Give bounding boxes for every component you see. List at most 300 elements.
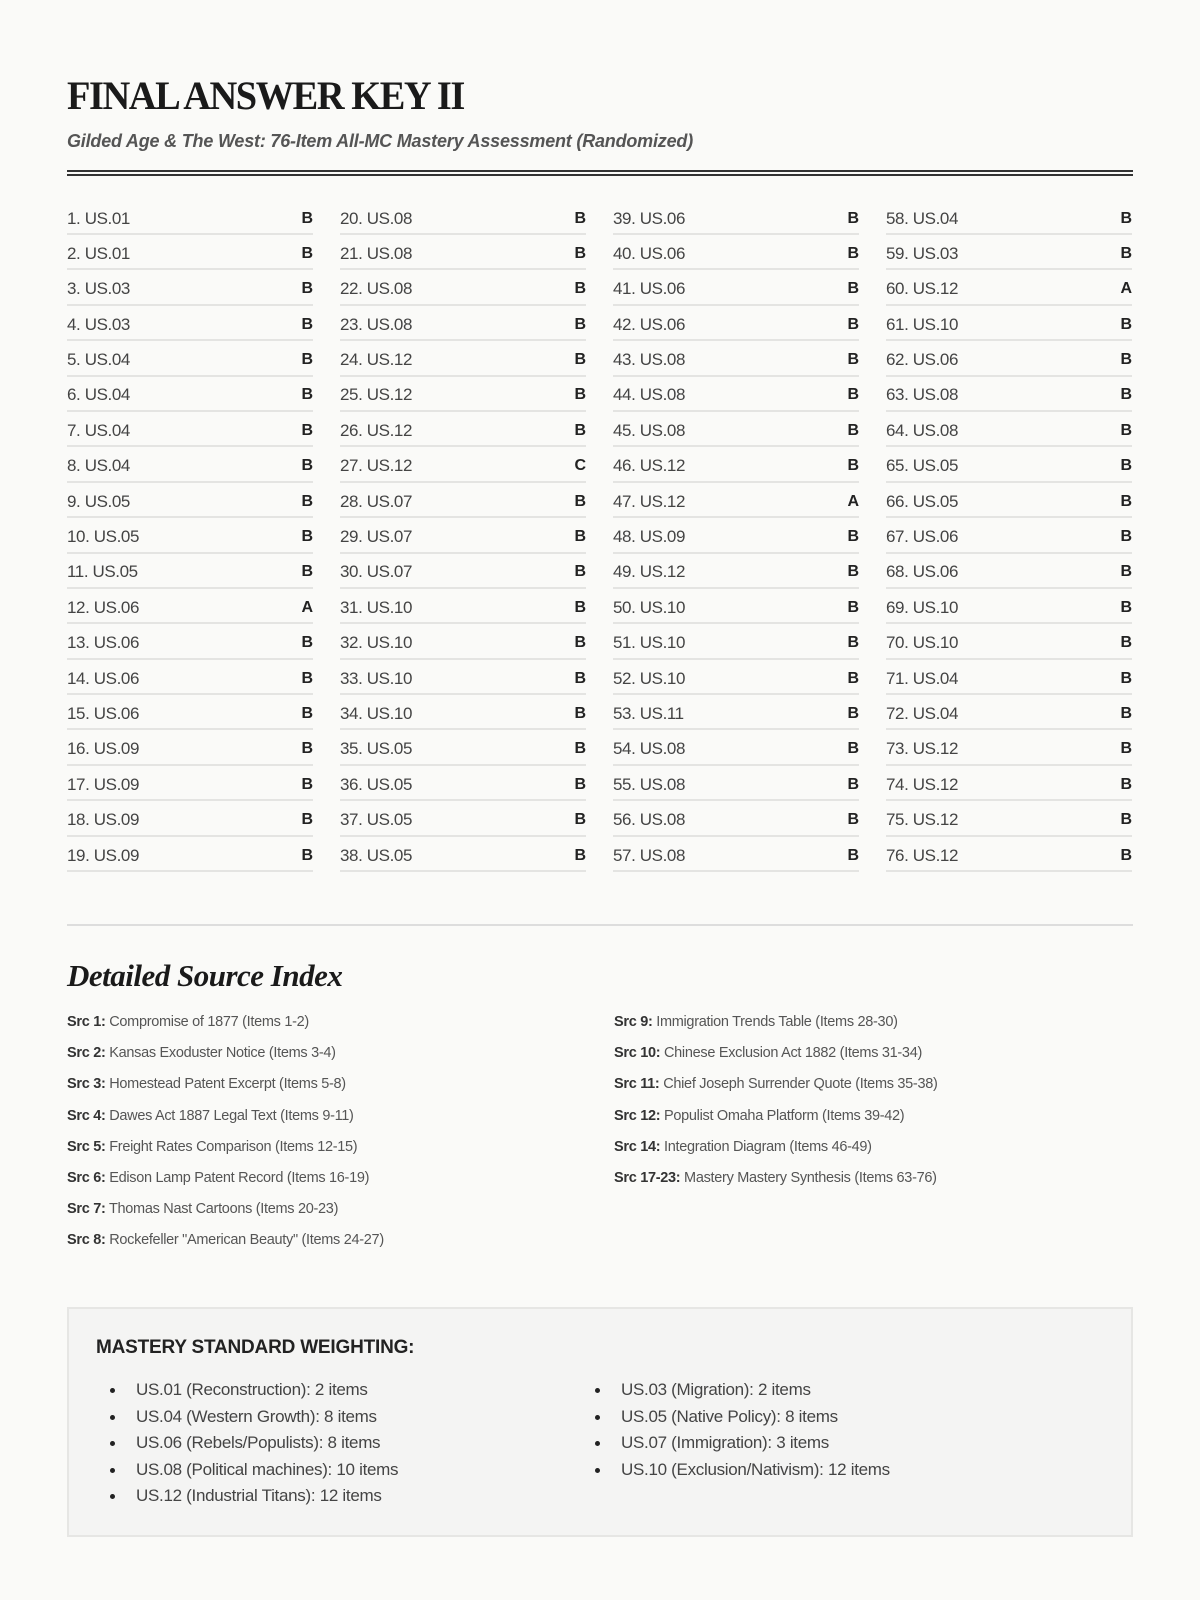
question-standard: 76. US.12 <box>886 845 959 865</box>
bullet-icon <box>110 1494 115 1499</box>
question-standard: 72. US.04 <box>886 703 959 723</box>
source-item <box>67 1104 614 1135</box>
answer-letter: B <box>301 386 313 404</box>
answer-row <box>67 591 313 624</box>
question-standard: 3. US.03 <box>67 279 130 299</box>
answer-letter: B <box>301 421 313 439</box>
weighting-text: US.07 (Immigration): 3 items <box>621 1433 829 1452</box>
source-description: Mastery Mastery Synthesis (Items 63-76) <box>680 1169 937 1186</box>
answer-letter: B <box>847 775 859 793</box>
answer-letter: B <box>301 351 313 369</box>
answer-row <box>340 450 586 483</box>
question-standard: 26. US.12 <box>340 420 413 440</box>
answer-key-column-3 <box>613 202 859 874</box>
answer-letter: B <box>1120 740 1132 758</box>
answer-row <box>613 450 859 483</box>
answer-letter: B <box>847 280 859 298</box>
question-standard: 7. US.04 <box>67 420 130 440</box>
answer-letter: B <box>574 280 586 298</box>
source-item <box>67 1197 614 1228</box>
answer-letter: B <box>301 528 313 546</box>
question-standard: 32. US.10 <box>340 633 413 653</box>
mastery-weighting-columns <box>96 1377 1106 1510</box>
answer-letter: B <box>301 775 313 793</box>
source-description: Immigration Trends Table (Items 28-30) <box>652 1014 898 1030</box>
source-description: Homestead Patent Excerpt (Items 5-8) <box>105 1076 346 1093</box>
answer-letter: B <box>301 669 313 687</box>
answer-row <box>340 662 586 695</box>
question-standard: 55. US.08 <box>613 774 686 794</box>
question-standard: 40. US.06 <box>613 243 686 263</box>
answer-letter: B <box>1120 846 1132 864</box>
answer-letter: B <box>574 563 586 581</box>
answer-letter: B <box>1120 634 1132 652</box>
answer-letter: B <box>847 244 859 262</box>
source-description: Freight Rates Comparison (Items 12-15) <box>105 1138 358 1155</box>
question-standard: 66. US.05 <box>886 491 959 511</box>
answer-row <box>67 521 313 554</box>
question-standard: 57. US.08 <box>613 845 686 865</box>
source-index-title: Detailed Source Index <box>67 958 343 993</box>
answer-letter: B <box>574 315 586 333</box>
weighting-item <box>96 1483 581 1510</box>
source-item <box>614 1072 1133 1103</box>
answer-letter: B <box>574 351 586 369</box>
answer-letter: A <box>301 598 313 616</box>
question-standard: 69. US.10 <box>886 597 959 617</box>
answer-row <box>67 202 313 235</box>
answer-row <box>67 273 313 306</box>
question-standard: 17. US.09 <box>67 774 140 794</box>
answer-letter: B <box>1120 563 1132 581</box>
source-label: Src 3: <box>67 1076 106 1093</box>
question-standard: 46. US.12 <box>613 456 686 476</box>
source-label: Src 17-23: <box>614 1169 681 1186</box>
answer-row <box>886 344 1132 377</box>
answer-row <box>886 414 1132 447</box>
source-item <box>614 1166 1133 1197</box>
question-standard: 71. US.04 <box>886 668 959 688</box>
answer-row <box>613 308 859 341</box>
question-standard: 63. US.08 <box>886 385 959 405</box>
answer-row <box>67 379 313 412</box>
question-standard: 11. US.05 <box>67 562 138 582</box>
question-standard: 62. US.06 <box>886 350 959 370</box>
source-description: Thomas Nast Cartoons (Items 20-23) <box>105 1201 339 1218</box>
answer-letter: A <box>1120 280 1132 298</box>
answer-letter: B <box>847 563 859 581</box>
answer-row <box>340 556 586 589</box>
answer-letter: B <box>301 244 313 262</box>
page-subtitle: Gilded Age & The West: 76-Item All-MC Mastery Assessment (Randomized) <box>67 131 693 151</box>
answer-row <box>613 273 859 306</box>
answer-row <box>67 556 313 589</box>
source-index <box>67 1010 1133 1260</box>
answer-letter: B <box>574 492 586 510</box>
weighting-item <box>96 1404 581 1431</box>
source-description: Chief Joseph Surrender Quote (Items 35-38) <box>659 1076 938 1093</box>
answer-letter: B <box>847 740 859 758</box>
answer-letter: B <box>574 811 586 829</box>
answer-letter: B <box>574 209 586 227</box>
question-standard: 64. US.08 <box>886 420 959 440</box>
source-description: Edison Lamp Patent Record (Items 16-19) <box>105 1169 370 1186</box>
answer-row <box>340 308 586 341</box>
source-label: Src 6: <box>67 1169 106 1186</box>
source-description: Dawes Act 1887 Legal Text (Items 9-11) <box>105 1107 354 1124</box>
mastery-weighting-box <box>67 1307 1133 1537</box>
answer-row <box>886 308 1132 341</box>
answer-letter: B <box>1120 209 1132 227</box>
question-standard: 28. US.07 <box>340 491 413 511</box>
answer-letter: B <box>574 669 586 687</box>
question-standard: 48. US.09 <box>613 527 686 547</box>
source-label: Src 1: <box>67 1014 106 1030</box>
answer-row <box>67 768 313 801</box>
answer-row <box>67 804 313 837</box>
question-standard: 27. US.12 <box>340 456 413 476</box>
question-standard: 1. US.01 <box>67 208 130 228</box>
question-standard: 24. US.12 <box>340 350 413 370</box>
answer-row <box>67 485 313 518</box>
question-standard: 4. US.03 <box>67 314 130 334</box>
question-standard: 49. US.12 <box>613 562 686 582</box>
answer-letter: B <box>301 563 313 581</box>
question-standard: 31. US.10 <box>340 597 413 617</box>
question-standard: 25. US.12 <box>340 385 413 405</box>
question-standard: 74. US.12 <box>886 774 959 794</box>
question-standard: 60. US.12 <box>886 279 959 299</box>
question-standard: 70. US.10 <box>886 633 959 653</box>
question-standard: 2. US.01 <box>67 243 130 263</box>
question-standard: 47. US.12 <box>613 491 686 511</box>
answer-row <box>340 697 586 730</box>
answer-letter: B <box>1120 669 1132 687</box>
question-standard: 8. US.04 <box>67 456 130 476</box>
answer-letter: B <box>1120 811 1132 829</box>
answer-row <box>613 379 859 412</box>
answer-letter: B <box>847 386 859 404</box>
source-description: Compromise of 1877 (Items 1-2) <box>105 1014 309 1030</box>
weighting-text: US.10 (Exclusion/Nativism): 12 items <box>621 1459 890 1479</box>
answer-letter: B <box>847 315 859 333</box>
source-label: Src 12: <box>614 1107 661 1124</box>
answer-letter: B <box>574 598 586 616</box>
weighting-item <box>581 1404 1081 1431</box>
answer-key-grid <box>67 202 1133 874</box>
bullet-icon <box>595 1388 600 1393</box>
source-index-right-column <box>614 1010 1133 1260</box>
answer-letter: B <box>301 740 313 758</box>
source-description: Kansas Exoduster Notice (Items 3-4) <box>105 1045 336 1062</box>
source-label: Src 10: <box>614 1045 661 1062</box>
bullet-icon <box>595 1441 600 1446</box>
answer-row <box>67 839 313 872</box>
answer-row <box>613 414 859 447</box>
answer-row <box>886 485 1132 518</box>
answer-letter: B <box>574 775 586 793</box>
answer-row <box>613 627 859 660</box>
answer-letter: B <box>847 669 859 687</box>
question-standard: 29. US.07 <box>340 527 413 547</box>
mastery-weighting-left-list <box>96 1377 581 1510</box>
question-standard: 42. US.06 <box>613 314 686 334</box>
answer-row <box>613 733 859 766</box>
answer-row <box>340 273 586 306</box>
answer-row <box>67 237 313 270</box>
source-item <box>67 1072 614 1103</box>
answer-letter: B <box>847 634 859 652</box>
source-item <box>614 1104 1133 1135</box>
answer-row <box>67 733 313 766</box>
answer-letter: B <box>847 351 859 369</box>
answer-letter: B <box>301 280 313 298</box>
answer-row <box>886 662 1132 695</box>
question-standard: 45. US.08 <box>613 420 686 440</box>
answer-key-column-2 <box>340 202 586 874</box>
bullet-icon <box>595 1415 600 1420</box>
source-description: Rockefeller "American Beauty" (Items 24-27) <box>105 1232 384 1249</box>
source-label: Src 11: <box>614 1076 660 1093</box>
question-standard: 43. US.08 <box>613 350 686 370</box>
question-standard: 35. US.05 <box>340 739 413 759</box>
answer-letter: B <box>847 846 859 864</box>
answer-letter: B <box>301 811 313 829</box>
answer-row <box>67 697 313 730</box>
answer-row <box>67 308 313 341</box>
answer-row <box>613 237 859 270</box>
answer-letter: B <box>847 528 859 546</box>
answer-row <box>613 804 859 837</box>
source-item <box>614 1010 1133 1041</box>
answer-row <box>886 521 1132 554</box>
answer-key-column-4 <box>886 202 1132 874</box>
source-item <box>67 1010 614 1041</box>
weighting-text: US.03 (Migration): 2 items <box>621 1380 811 1399</box>
weighting-text: US.04 (Western Growth): 8 items <box>136 1406 377 1426</box>
bullet-icon <box>110 1415 115 1420</box>
source-label: Src 7: <box>67 1201 106 1218</box>
answer-letter: B <box>301 315 313 333</box>
answer-letter: B <box>1120 386 1132 404</box>
answer-row <box>613 202 859 235</box>
question-standard: 13. US.06 <box>67 633 140 653</box>
answer-row <box>613 521 859 554</box>
question-standard: 37. US.05 <box>340 810 413 830</box>
answer-row <box>67 662 313 695</box>
answer-letter: B <box>1120 775 1132 793</box>
question-standard: 50. US.10 <box>613 597 686 617</box>
answer-letter: B <box>1120 598 1132 616</box>
source-description: Chinese Exclusion Act 1882 (Items 31-34) <box>660 1045 922 1062</box>
source-label: Src 5: <box>67 1138 106 1155</box>
question-standard: 58. US.04 <box>886 208 959 228</box>
question-standard: 16. US.09 <box>67 739 140 759</box>
answer-row <box>340 485 586 518</box>
question-standard: 56. US.08 <box>613 810 686 830</box>
answer-letter: B <box>1120 421 1132 439</box>
page-title: FINAL ANSWER KEY II <box>67 73 464 118</box>
question-standard: 65. US.05 <box>886 456 959 476</box>
answer-letter: B <box>574 421 586 439</box>
question-standard: 22. US.08 <box>340 279 413 299</box>
answer-row <box>340 202 586 235</box>
answer-row <box>886 237 1132 270</box>
answer-row <box>886 202 1132 235</box>
answer-row <box>613 697 859 730</box>
question-standard: 12. US.06 <box>67 597 140 617</box>
weighting-item <box>96 1430 581 1457</box>
answer-letter: B <box>1120 492 1132 510</box>
answer-row <box>886 733 1132 766</box>
answer-letter: B <box>1120 704 1132 722</box>
answer-letter: B <box>301 457 313 475</box>
weighting-text: US.12 (Industrial Titans): 12 items <box>136 1486 382 1505</box>
answer-row <box>886 627 1132 660</box>
weighting-item <box>96 1457 581 1484</box>
question-standard: 44. US.08 <box>613 385 686 405</box>
weighting-item <box>96 1377 581 1404</box>
answer-letter: C <box>574 457 586 475</box>
source-description: Populist Omaha Platform (Items 39-42) <box>660 1107 905 1124</box>
answer-row <box>886 591 1132 624</box>
answer-letter: B <box>847 598 859 616</box>
answer-row <box>886 556 1132 589</box>
source-item <box>67 1166 614 1197</box>
question-standard: 6. US.04 <box>67 385 130 405</box>
answer-row <box>886 768 1132 801</box>
answer-row <box>340 768 586 801</box>
answer-row <box>340 804 586 837</box>
bullet-icon <box>595 1468 600 1473</box>
answer-letter: B <box>1120 244 1132 262</box>
question-standard: 61. US.10 <box>886 314 959 334</box>
answer-letter: B <box>1120 528 1132 546</box>
source-description: Integration Diagram (Items 46-49) <box>660 1138 872 1155</box>
question-standard: 59. US.03 <box>886 243 959 263</box>
answer-letter: B <box>574 704 586 722</box>
weighting-text: US.05 (Native Policy): 8 items <box>621 1406 838 1426</box>
question-standard: 38. US.05 <box>340 845 413 865</box>
source-label: Src 8: <box>67 1232 106 1249</box>
answer-letter: A <box>847 492 859 510</box>
question-standard: 14. US.06 <box>67 668 140 688</box>
source-index-left-column <box>67 1010 614 1260</box>
answer-row <box>67 414 313 447</box>
question-standard: 15. US.06 <box>67 703 140 723</box>
answer-letter: B <box>574 244 586 262</box>
answer-row <box>67 450 313 483</box>
answer-letter: B <box>847 704 859 722</box>
source-label: Src 14: <box>614 1138 661 1155</box>
question-standard: 30. US.07 <box>340 562 413 582</box>
answer-key-column-1 <box>67 202 313 874</box>
bullet-icon <box>110 1388 115 1393</box>
weighting-item <box>581 1457 1081 1484</box>
question-standard: 19. US.09 <box>67 845 140 865</box>
question-standard: 23. US.08 <box>340 314 413 334</box>
section-divider <box>67 924 1133 926</box>
question-standard: 34. US.10 <box>340 703 413 723</box>
bullet-icon <box>110 1468 115 1473</box>
answer-row <box>886 804 1132 837</box>
mastery-weighting-right-list <box>581 1377 1081 1510</box>
answer-letter: B <box>847 811 859 829</box>
weighting-item <box>581 1377 1081 1404</box>
answer-row <box>340 344 586 377</box>
answer-letter: B <box>1120 315 1132 333</box>
answer-letter: B <box>301 846 313 864</box>
answer-row <box>613 344 859 377</box>
answer-letter: B <box>574 386 586 404</box>
question-standard: 21. US.08 <box>340 243 413 263</box>
answer-letter: B <box>574 846 586 864</box>
question-standard: 75. US.12 <box>886 810 959 830</box>
answer-row <box>340 591 586 624</box>
weighting-item <box>581 1430 1081 1457</box>
weighting-text: US.08 (Political machines): 10 items <box>136 1459 399 1479</box>
question-standard: 20. US.08 <box>340 208 413 228</box>
source-item <box>67 1228 614 1259</box>
bullet-icon <box>110 1441 115 1446</box>
answer-letter: B <box>574 528 586 546</box>
question-standard: 5. US.04 <box>67 350 130 370</box>
answer-letter: B <box>847 421 859 439</box>
header-double-rule <box>67 170 1133 176</box>
answer-row <box>340 521 586 554</box>
answer-letter: B <box>301 492 313 510</box>
answer-row <box>886 450 1132 483</box>
question-standard: 18. US.09 <box>67 810 140 830</box>
mastery-weighting-title: MASTERY STANDARD WEIGHTING: <box>96 1337 415 1358</box>
question-standard: 10. US.05 <box>67 527 140 547</box>
question-standard: 52. US.10 <box>613 668 686 688</box>
answer-row <box>613 556 859 589</box>
source-label: Src 9: <box>614 1014 653 1030</box>
source-label: Src 2: <box>67 1045 106 1062</box>
question-standard: 67. US.06 <box>886 527 959 547</box>
answer-row <box>340 733 586 766</box>
answer-row <box>340 839 586 872</box>
answer-row <box>886 839 1132 872</box>
answer-letter: B <box>1120 351 1132 369</box>
question-standard: 33. US.10 <box>340 668 413 688</box>
question-standard: 41. US.06 <box>613 279 686 299</box>
question-standard: 39. US.06 <box>613 208 686 228</box>
answer-row <box>613 662 859 695</box>
question-standard: 73. US.12 <box>886 739 959 759</box>
answer-row <box>886 273 1132 306</box>
answer-letter: B <box>301 704 313 722</box>
question-standard: 53. US.11 <box>613 703 684 723</box>
question-standard: 51. US.10 <box>613 633 686 653</box>
weighting-text: US.01 (Reconstruction): 2 items <box>136 1380 368 1399</box>
answer-row <box>613 591 859 624</box>
answer-row <box>67 627 313 660</box>
answer-row <box>340 414 586 447</box>
question-standard: 54. US.08 <box>613 739 686 759</box>
answer-row <box>613 485 859 518</box>
source-item <box>614 1041 1133 1072</box>
answer-row <box>613 768 859 801</box>
answer-row <box>340 379 586 412</box>
answer-letter: B <box>574 740 586 758</box>
source-item <box>67 1041 614 1072</box>
answer-letter: B <box>847 209 859 227</box>
answer-row <box>67 344 313 377</box>
answer-letter: B <box>301 209 313 227</box>
answer-row <box>886 379 1132 412</box>
